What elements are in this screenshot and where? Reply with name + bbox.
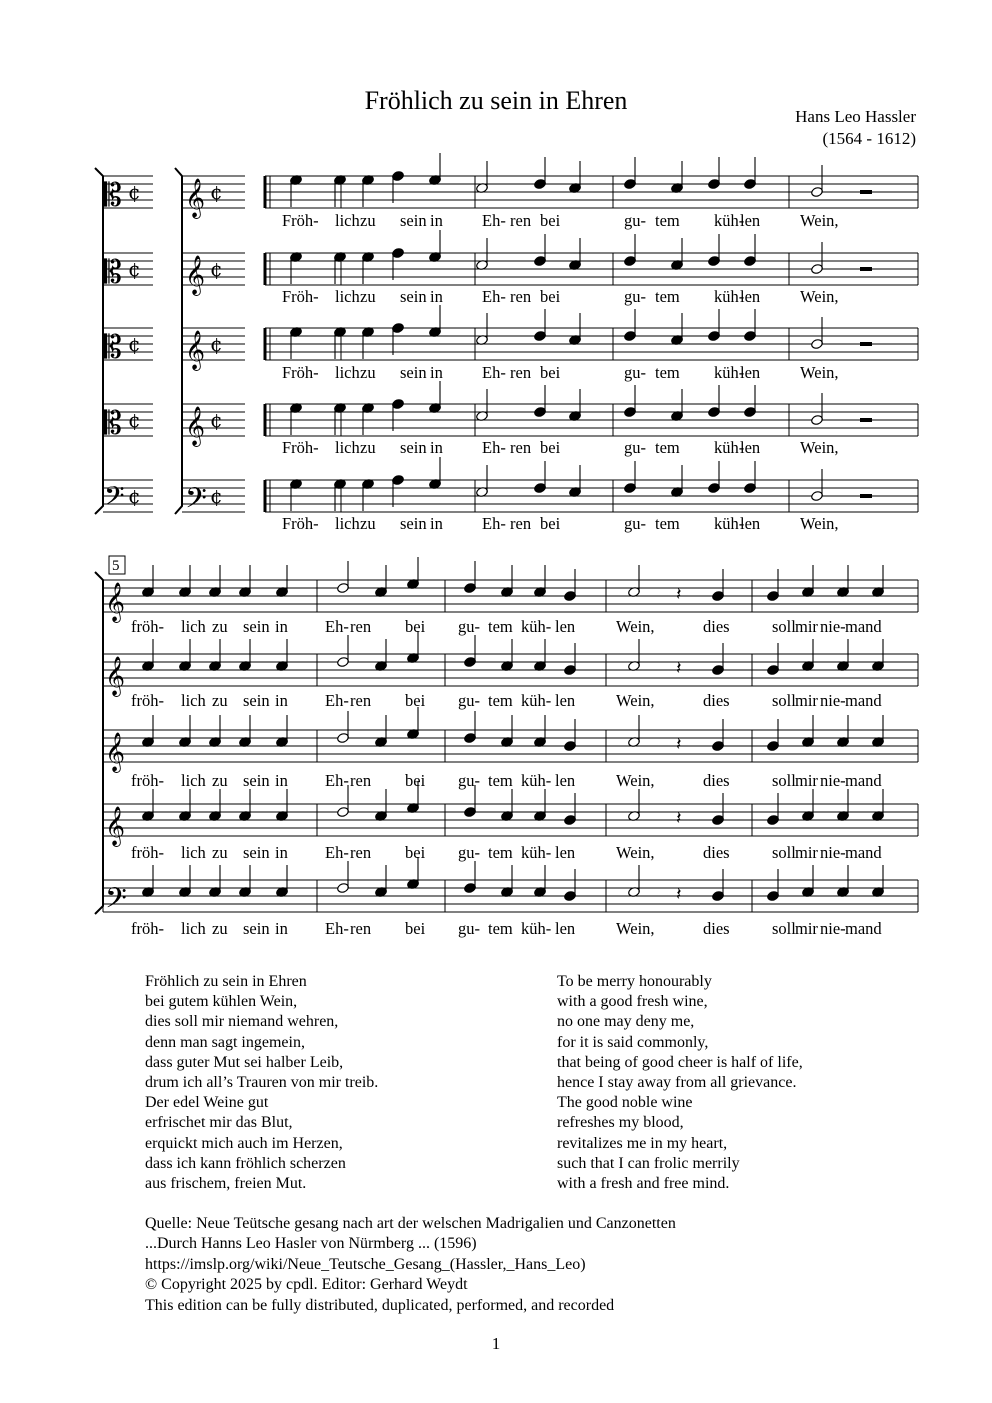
- lyric-syllable: sein: [243, 843, 270, 862]
- system-bracket: [95, 572, 103, 914]
- source-line: Quelle: Neue Teütsche gesang nach art der welschen Madrigalien und Canzonetten: [145, 1215, 676, 1232]
- lyric-syllable: fröh-: [131, 919, 164, 938]
- lyric-syllable: bei: [540, 363, 561, 382]
- system-bracket: [95, 168, 103, 514]
- source-note: [145, 1214, 676, 1275]
- lyric-syllable: zu: [360, 211, 376, 230]
- lyric-syllable: küh-: [521, 919, 552, 938]
- lyric-syllable: lich: [181, 617, 206, 636]
- clef-icon: 𝄞: [105, 656, 126, 696]
- lyric-syllable: in: [430, 287, 443, 306]
- source-link: https://imslp.org/wiki/Neue_Teutsche_Gesang_(Hassler,_Hans_Leo): [145, 1255, 586, 1273]
- lyric-syllable: Fröh-: [282, 211, 319, 230]
- composer-dates: (1564 - 1612): [822, 129, 916, 148]
- lyric-syllable: len: [740, 438, 761, 457]
- lyric-syllable: len: [555, 771, 576, 790]
- lyric-syllable: zu: [212, 691, 228, 710]
- lyric-syllable: fröh-: [131, 843, 164, 862]
- clef-icon: 𝄞: [185, 255, 206, 295]
- time-signature: ¢: [210, 408, 223, 432]
- poem-line: with a good fresh wine,: [557, 993, 708, 1011]
- poem-line: erquickt mich auch im Herzen,: [145, 1134, 343, 1152]
- lyric-syllable: in: [275, 771, 288, 790]
- lyric-syllable: len: [740, 287, 761, 306]
- lyric-syllable: zu: [212, 919, 228, 938]
- lyric-syllable: tem: [488, 919, 513, 938]
- lyric-syllable: fröh-: [131, 691, 164, 710]
- lyric-syllable: dies: [703, 843, 730, 862]
- lyric-syllable: ren: [510, 363, 532, 382]
- lyric-syllable: dies: [703, 919, 730, 938]
- lyric-syllable: Fröh-: [282, 287, 319, 306]
- lyric-syllable: mir: [795, 617, 818, 636]
- lyric-syllable: zu: [360, 363, 376, 382]
- lyric-syllable: ren: [350, 691, 372, 710]
- lyric-syllable: dies: [703, 617, 730, 636]
- lyric-syllable: lich: [335, 438, 360, 457]
- lyric-syllable: soll: [772, 617, 796, 636]
- lyric-syllable: Wein,: [800, 287, 839, 306]
- lyric-syllable: mir: [795, 771, 818, 790]
- poem-line: drum ich all’s Trauren von mir treib.: [145, 1074, 379, 1092]
- poem-line: The good noble wine: [557, 1094, 693, 1112]
- lyric-syllable: mand: [845, 843, 882, 862]
- lyric-syllable: zu: [212, 617, 228, 636]
- lyric-syllable: lich: [335, 363, 360, 382]
- lyric-syllable: ren: [350, 617, 372, 636]
- score-system-1: [95, 153, 918, 533]
- lyric-syllable: küh-: [521, 843, 552, 862]
- clef-icon: 𝄞: [185, 178, 206, 218]
- lyric-syllable: tem: [488, 843, 513, 862]
- lyric-syllable: bei: [540, 438, 561, 457]
- lyric-syllable: in: [430, 363, 443, 382]
- lyric-syllable: in: [430, 438, 443, 457]
- lyric-syllable: ren: [510, 287, 532, 306]
- lyric-syllable: tem: [655, 287, 680, 306]
- time-signature: ¢: [128, 257, 141, 281]
- clef-icon: 𝄞: [185, 330, 206, 370]
- lyric-syllable: Eh-: [325, 691, 349, 710]
- rest: 𝄽: [676, 584, 682, 605]
- lyric-syllable: Eh-: [325, 771, 349, 790]
- lyric-syllable: mand: [845, 617, 882, 636]
- clef-icon: 𝄢: [185, 482, 207, 522]
- lyric-syllable: sein: [400, 211, 427, 230]
- poem-line: Der edel Weine gut: [145, 1094, 269, 1112]
- lyric-syllable: Wein,: [800, 514, 839, 533]
- lyric-syllable: gu-: [458, 843, 480, 862]
- lyric-syllable: nie-: [820, 919, 846, 938]
- lyric-syllable: Eh-: [325, 617, 349, 636]
- copyright-line: © Copyright 2025 by cpdl. Editor: Gerhard Weydt: [145, 1276, 468, 1293]
- lyric-syllable: soll: [772, 843, 796, 862]
- rest: 𝄽: [676, 734, 682, 755]
- lyric-syllable: küh-: [714, 287, 745, 306]
- lyric-syllable: lich: [181, 691, 206, 710]
- lyric-syllable: Wein,: [800, 438, 839, 457]
- lyric-syllable: Wein,: [616, 691, 655, 710]
- lyric-syllable: in: [275, 919, 288, 938]
- clef-icon: 𝄞: [105, 732, 126, 772]
- lyric-syllable: Wein,: [616, 843, 655, 862]
- c-clef-icon: 𝄢: [104, 480, 125, 518]
- lyric-syllable: sein: [400, 514, 427, 533]
- poem-line: such that I can frolic merrily: [557, 1154, 740, 1172]
- lyric-syllable: in: [430, 514, 443, 533]
- license-line: This edition can be fully distributed, duplicated, performed, and recorded: [145, 1297, 615, 1314]
- lyric-syllable: bei: [405, 691, 426, 710]
- lyric-syllable: nie-: [820, 617, 846, 636]
- lyric-syllable: tem: [488, 771, 513, 790]
- lyric-syllable: sein: [400, 438, 427, 457]
- poem-english: [557, 972, 803, 1194]
- lyric-syllable: tem: [655, 438, 680, 457]
- poem-line: refreshes my blood,: [557, 1114, 684, 1132]
- lyric-syllable: Fröh-: [282, 514, 319, 533]
- poem-line: erfrischet mir das Blut,: [145, 1114, 293, 1132]
- lyric-syllable: dies: [703, 691, 730, 710]
- lyric-syllable: lich: [335, 514, 360, 533]
- poem-line: To be merry honourably: [557, 973, 712, 990]
- source-line: ...Durch Hanns Leo Hasler von Nürmberg ... (1596): [145, 1235, 477, 1253]
- lyric-syllable: bei: [405, 617, 426, 636]
- score-system-2: [95, 556, 918, 938]
- composer-name: Hans Leo Hassler: [795, 107, 916, 126]
- lyric-syllable: len: [740, 514, 761, 533]
- lyric-syllable: gu-: [458, 919, 480, 938]
- lyric-syllable: küh-: [521, 691, 552, 710]
- lyric-syllable: gu-: [624, 287, 646, 306]
- lyric-syllable: mand: [845, 691, 882, 710]
- poem-line: for it is said commonly,: [557, 1033, 709, 1051]
- time-signature: ¢: [128, 180, 141, 204]
- time-signature: ¢: [210, 180, 223, 204]
- poem-line: Fröhlich zu sein in Ehren: [145, 973, 307, 990]
- lyric-syllable: zu: [360, 438, 376, 457]
- time-signature: ¢: [210, 257, 223, 281]
- lyric-syllable: Eh-: [325, 919, 349, 938]
- lyric-syllable: len: [555, 843, 576, 862]
- lyric-syllable: küh-: [714, 363, 745, 382]
- lyric-syllable: zu: [360, 287, 376, 306]
- poem-line: revitalizes me in my heart,: [557, 1134, 728, 1152]
- lyric-syllable: bei: [540, 287, 561, 306]
- lyric-syllable: Eh-: [482, 211, 506, 230]
- c-clef-icon: 𝄡: [104, 404, 122, 442]
- lyric-syllable: lich: [335, 287, 360, 306]
- lyric-syllable: Wein,: [800, 363, 839, 382]
- lyric-syllable: gu-: [624, 438, 646, 457]
- lyric-syllable: nie-: [820, 843, 846, 862]
- lyric-syllable: in: [275, 691, 288, 710]
- lyric-syllable: Fröh-: [282, 438, 319, 457]
- lyric-syllable: bei: [405, 843, 426, 862]
- poem-line: dies soll mir niemand wehren,: [145, 1013, 339, 1031]
- time-signature: ¢: [210, 484, 223, 508]
- lyric-syllable: dies: [703, 771, 730, 790]
- lyric-syllable: tem: [655, 363, 680, 382]
- lyric-syllable: lich: [181, 843, 206, 862]
- rest: 𝄽: [676, 658, 682, 679]
- lyric-syllable: mand: [845, 919, 882, 938]
- poem-line: bei gutem kühlen Wein,: [145, 993, 298, 1011]
- lyric-syllable: küh-: [714, 438, 745, 457]
- poem-line: hence I stay away from all grievance.: [557, 1074, 797, 1092]
- rest: 𝄽: [676, 808, 682, 829]
- lyric-syllable: küh-: [714, 514, 745, 533]
- lyric-syllable: ren: [350, 843, 372, 862]
- lyric-syllable: len: [555, 919, 576, 938]
- lyric-syllable: len: [740, 363, 761, 382]
- lyric-syllable: zu: [360, 514, 376, 533]
- lyric-syllable: gu-: [624, 514, 646, 533]
- lyric-syllable: mand: [845, 771, 882, 790]
- lyric-syllable: lich: [181, 771, 206, 790]
- poem-line: with a fresh and free mind.: [557, 1175, 730, 1193]
- lyric-syllable: soll: [772, 771, 796, 790]
- lyric-syllable: soll: [772, 919, 796, 938]
- lyric-syllable: lich: [181, 919, 206, 938]
- copyright-note: [145, 1274, 614, 1316]
- system-bracket: [175, 168, 182, 514]
- lyric-syllable: sein: [243, 771, 270, 790]
- page-number: 1: [491, 1334, 501, 1353]
- poem-line: that being of good cheer is half of life,: [557, 1053, 803, 1071]
- lyric-syllable: Eh-: [482, 438, 506, 457]
- lyric-syllable: len: [740, 211, 761, 230]
- c-clef-icon: 𝄡: [104, 176, 122, 214]
- lyric-syllable: gu-: [458, 771, 480, 790]
- lyric-syllable: gu-: [624, 363, 646, 382]
- lyric-syllable: mir: [795, 843, 818, 862]
- poem-line: aus frischem, freien Mut.: [145, 1175, 307, 1193]
- poem-line: dass guter Mut sei halber Leib,: [145, 1053, 344, 1071]
- lyric-syllable: sein: [243, 919, 270, 938]
- lyric-syllable: in: [275, 843, 288, 862]
- lyric-syllable: zu: [212, 771, 228, 790]
- lyric-syllable: Fröh-: [282, 363, 319, 382]
- lyric-syllable: len: [555, 617, 576, 636]
- lyric-syllable: mir: [795, 919, 818, 938]
- lyric-syllable: tem: [655, 211, 680, 230]
- lyric-syllable: bei: [540, 211, 561, 230]
- poem-line: no one may deny me,: [557, 1013, 695, 1031]
- clef-icon: 𝄞: [105, 806, 126, 846]
- measure-number: 5: [112, 558, 120, 574]
- lyric-syllable: nie-: [820, 691, 846, 710]
- lyric-syllable: Wein,: [800, 211, 839, 230]
- lyric-syllable: bei: [405, 771, 426, 790]
- lyric-syllable: nie-: [820, 771, 846, 790]
- lyric-syllable: mir: [795, 691, 818, 710]
- lyric-syllable: fröh-: [131, 771, 164, 790]
- time-signature: ¢: [128, 484, 141, 508]
- c-clef-icon: 𝄡: [104, 328, 122, 366]
- poem-german: [145, 972, 378, 1194]
- lyric-syllable: küh-: [714, 211, 745, 230]
- lyric-syllable: Eh-: [482, 363, 506, 382]
- lyric-syllable: fröh-: [131, 617, 164, 636]
- lyric-syllable: küh-: [521, 617, 552, 636]
- lyric-syllable: ren: [510, 438, 532, 457]
- lyric-syllable: sein: [243, 691, 270, 710]
- lyric-syllable: gu-: [458, 617, 480, 636]
- lyric-syllable: Eh-: [482, 514, 506, 533]
- time-signature: ¢: [128, 332, 141, 356]
- lyric-syllable: ren: [350, 771, 372, 790]
- lyric-syllable: tem: [655, 514, 680, 533]
- lyric-syllable: gu-: [624, 211, 646, 230]
- clef-icon: 𝄞: [185, 406, 206, 446]
- lyric-syllable: in: [275, 617, 288, 636]
- lyric-syllable: sein: [400, 363, 427, 382]
- lyric-syllable: ren: [510, 514, 532, 533]
- clef-icon: 𝄞: [105, 582, 126, 622]
- page-title: Fröhlich zu sein in Ehren: [364, 86, 628, 115]
- clef-icon: 𝄢: [105, 882, 127, 922]
- lyric-syllable: Eh-: [325, 843, 349, 862]
- lyric-syllable: len: [555, 691, 576, 710]
- time-signature: ¢: [210, 332, 223, 356]
- lyric-syllable: sein: [243, 617, 270, 636]
- lyric-syllable: tem: [488, 617, 513, 636]
- lyric-syllable: bei: [540, 514, 561, 533]
- lyric-syllable: bei: [405, 919, 426, 938]
- lyric-syllable: küh-: [521, 771, 552, 790]
- lyric-syllable: tem: [488, 691, 513, 710]
- poem-line: denn man sagt ingemein,: [145, 1033, 305, 1051]
- rest: 𝄽: [676, 884, 682, 905]
- lyric-syllable: sein: [400, 287, 427, 306]
- lyric-syllable: zu: [212, 843, 228, 862]
- lyric-syllable: lich: [335, 211, 360, 230]
- lyric-syllable: Wein,: [616, 919, 655, 938]
- lyric-syllable: in: [430, 211, 443, 230]
- lyric-syllable: Wein,: [616, 617, 655, 636]
- lyric-syllable: ren: [350, 919, 372, 938]
- c-clef-icon: 𝄡: [104, 253, 122, 291]
- lyric-syllable: soll: [772, 691, 796, 710]
- lyric-syllable: Eh-: [482, 287, 506, 306]
- poem-line: dass ich kann fröhlich scherzen: [145, 1154, 346, 1172]
- time-signature: ¢: [128, 408, 141, 432]
- lyric-syllable: Wein,: [616, 771, 655, 790]
- lyric-syllable: ren: [510, 211, 532, 230]
- lyric-syllable: gu-: [458, 691, 480, 710]
